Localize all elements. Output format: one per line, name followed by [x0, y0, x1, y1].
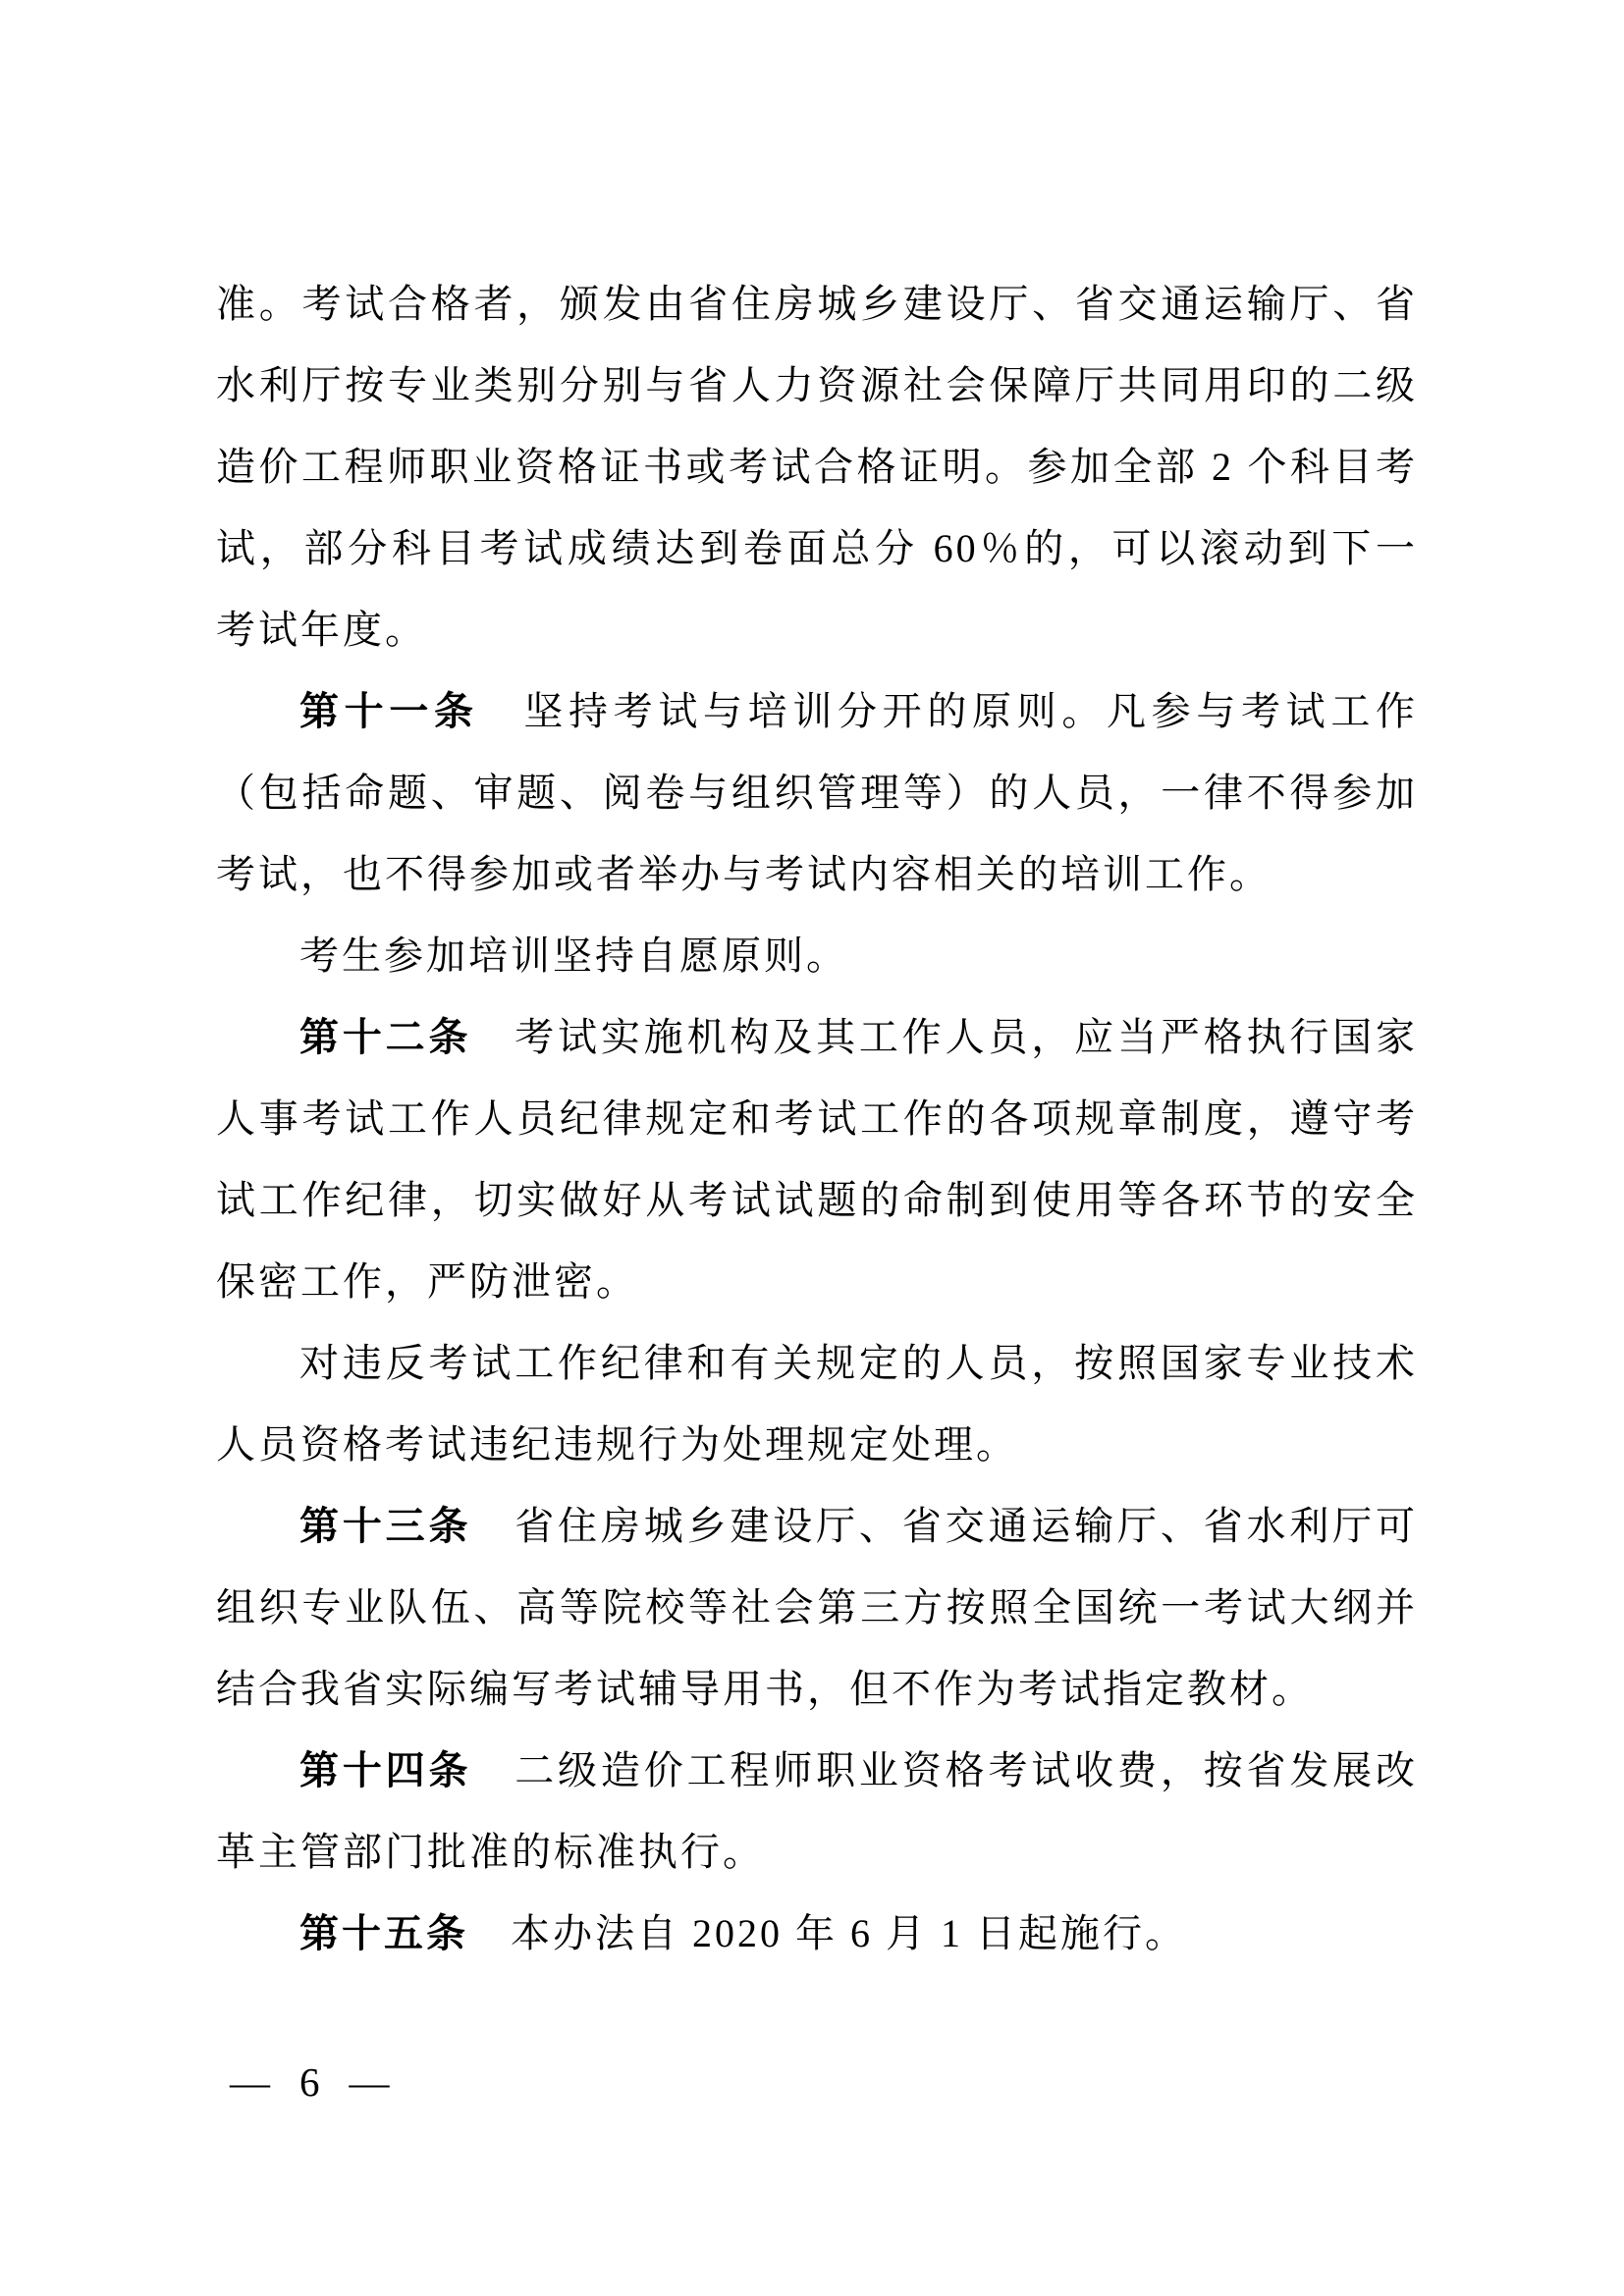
text-line — [216, 1567, 1418, 1648]
text-segment: 省住房城乡建设厅、省交通运输厅、省水利厅可 — [471, 1504, 1419, 1548]
text-segment: 革主管部门批准的标准执行。 — [216, 1830, 765, 1874]
article-number: 第十五条 — [299, 1912, 468, 1955]
text-line — [216, 833, 1418, 915]
text-segment: 坚持考试与培训分开的原则。凡参与考试工作 — [478, 689, 1419, 733]
text-segment: 试，部分科目考试成绩达到卷面总分 60％的，可以滚动到下一 — [216, 526, 1418, 570]
page-footer — [230, 2060, 390, 2104]
text-segment: 结合我省实际编写考试辅导用书，但不作为考试指定教材。 — [216, 1667, 1314, 1711]
text-line — [216, 1159, 1418, 1241]
text-line — [216, 263, 1418, 345]
text-segment: 组织专业队伍、高等院校等社会第三方按照全国统一考试大纲并 — [216, 1585, 1418, 1629]
text-segment: 造价工程师职业资格证书或考试合格证明。参加全部 2 个科目考 — [216, 445, 1418, 489]
text-line — [216, 996, 1418, 1078]
text-line — [216, 1322, 1418, 1404]
article-number: 第十三条 — [299, 1505, 472, 1548]
article-number: 第十二条 — [299, 1016, 472, 1059]
text-segment: 考试年度。 — [216, 608, 427, 652]
article-number: 第十四条 — [299, 1749, 472, 1792]
footer-right-dash: — — [349, 2059, 390, 2105]
text-segment: （包括命题、审题、阅卷与组织管理等）的人员，一律不得参加 — [216, 771, 1418, 815]
text-line — [216, 1648, 1418, 1730]
text-segment: 考试，也不得参加或者举办与考试内容相关的培训工作。 — [216, 852, 1272, 896]
text-line — [216, 752, 1418, 833]
document-body — [216, 263, 1418, 1974]
text-segment: 对违反考试工作纪律和有关规定的人员，按照国家专业技术 — [299, 1341, 1418, 1385]
text-line — [216, 1730, 1418, 1811]
text-segment: 考生参加培训坚持自愿原则。 — [299, 934, 848, 978]
text-line — [216, 1404, 1418, 1485]
text-line — [216, 915, 1418, 996]
text-segment: 二级造价工程师职业资格考试收费，按省发展改 — [471, 1748, 1419, 1792]
text-segment: 保密工作，严防泄密。 — [216, 1259, 638, 1304]
footer-left-dash: — — [230, 2059, 270, 2105]
text-segment: 人员资格考试违纪违规行为处理规定处理。 — [216, 1422, 1018, 1467]
text-line — [216, 670, 1418, 752]
text-line — [216, 507, 1418, 589]
text-line — [216, 1485, 1418, 1567]
text-segment: 水利厅按专业类别分别与省人力资源社会保障厅共同用印的二级 — [216, 363, 1418, 407]
text-line — [216, 589, 1418, 670]
text-segment: 考试实施机构及其工作人员，应当严格执行国家 — [471, 1015, 1419, 1059]
text-line — [216, 345, 1418, 426]
text-line — [216, 1241, 1418, 1322]
text-line — [216, 1078, 1418, 1159]
text-segment: 本办法自 2020 年 6 月 1 日起施行。 — [468, 1911, 1187, 1955]
text-segment: 试工作纪律，切实做好从考试试题的命制到使用等各环节的安全 — [216, 1178, 1418, 1222]
text-line — [216, 1893, 1418, 1974]
text-segment: 人事考试工作人员纪律规定和考试工作的各项规章制度，遵守考 — [216, 1096, 1418, 1141]
text-line — [216, 426, 1418, 507]
text-segment: 准。考试合格者，颁发由省住房城乡建设厅、省交通运输厅、省 — [216, 282, 1418, 326]
article-number: 第十一条 — [299, 690, 479, 733]
page-number: 6 — [299, 2059, 320, 2105]
text-line — [216, 1811, 1418, 1893]
